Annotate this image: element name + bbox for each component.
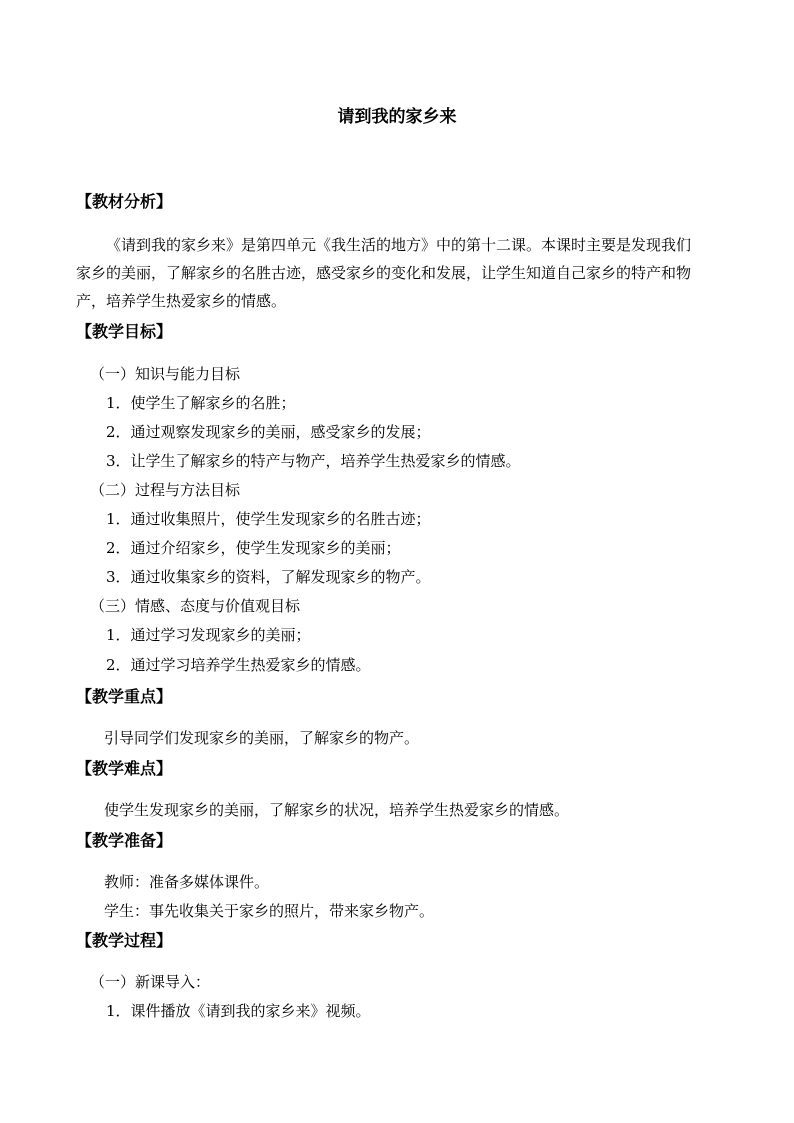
preparation-student: 学生：事先收集关于家乡的照片，带来家乡物产。 — [104, 902, 435, 920]
objectives-sub1-label: （一）知识与能力目标 — [90, 365, 241, 383]
heading-difficulty: 【教学难点】 — [76, 759, 173, 778]
objectives-sub2-item-3: 3．通过收集家乡的资料，了解发现家乡的物产。 — [106, 568, 431, 586]
heading-objectives: 【教学目标】 — [76, 322, 173, 341]
difficulty-text: 使学生发现家乡的美丽，了解家乡的状况，培养学生热爱家乡的情感。 — [104, 801, 570, 819]
objectives-sub1-item-3: 3．让学生了解家乡的特产与物产，培养学生热爱家乡的情感。 — [106, 452, 521, 470]
objectives-sub2-label: （二）过程与方法目标 — [90, 481, 241, 499]
objectives-sub3-item-2: 2．通过学习培养学生热爱家乡的情感。 — [106, 656, 371, 674]
keypoint-text: 引导同学们发现家乡的美丽，了解家乡的物产。 — [104, 729, 420, 747]
heading-analysis: 【教材分析】 — [76, 192, 173, 211]
process-sub1-item-1: 1．课件播放《请到我的家乡来》视频。 — [106, 1002, 371, 1020]
preparation-teacher: 教师：准备多媒体课件。 — [104, 873, 270, 891]
objectives-sub3-label: （三）情感、态度与价值观目标 — [90, 597, 301, 615]
objectives-sub2-item-1: 1．通过收集照片，使学生发现家乡的名胜古迹； — [106, 510, 431, 528]
objectives-sub1-item-1: 1．使学生了解家乡的名胜； — [106, 394, 296, 412]
objectives-sub2-item-2: 2．通过介绍家乡，使学生发现家乡的美丽； — [106, 539, 401, 557]
document-title: 请到我的家乡来 — [337, 107, 457, 127]
heading-keypoint: 【教学重点】 — [76, 687, 173, 706]
analysis-line-2: 家乡的美丽，了解家乡的名胜古迹，感受家乡的变化和发展，让学生知道自己家乡的特产和物 — [76, 264, 692, 282]
heading-preparation: 【教学准备】 — [76, 831, 173, 850]
analysis-line-1: 《请到我的家乡来》是第四单元《我生活的地方》中的第十二课。本课时主要是发现我们 — [106, 236, 692, 254]
objectives-sub1-item-2: 2．通过观察发现家乡的美丽，感受家乡的发展； — [106, 423, 431, 441]
objectives-sub3-item-1: 1．通过学习发现家乡的美丽； — [106, 626, 311, 644]
heading-process: 【教学过程】 — [76, 931, 173, 950]
process-sub1-label: （一）新课导入： — [90, 973, 211, 991]
analysis-line-3: 产，培养学生热爱家乡的情感。 — [76, 292, 287, 310]
